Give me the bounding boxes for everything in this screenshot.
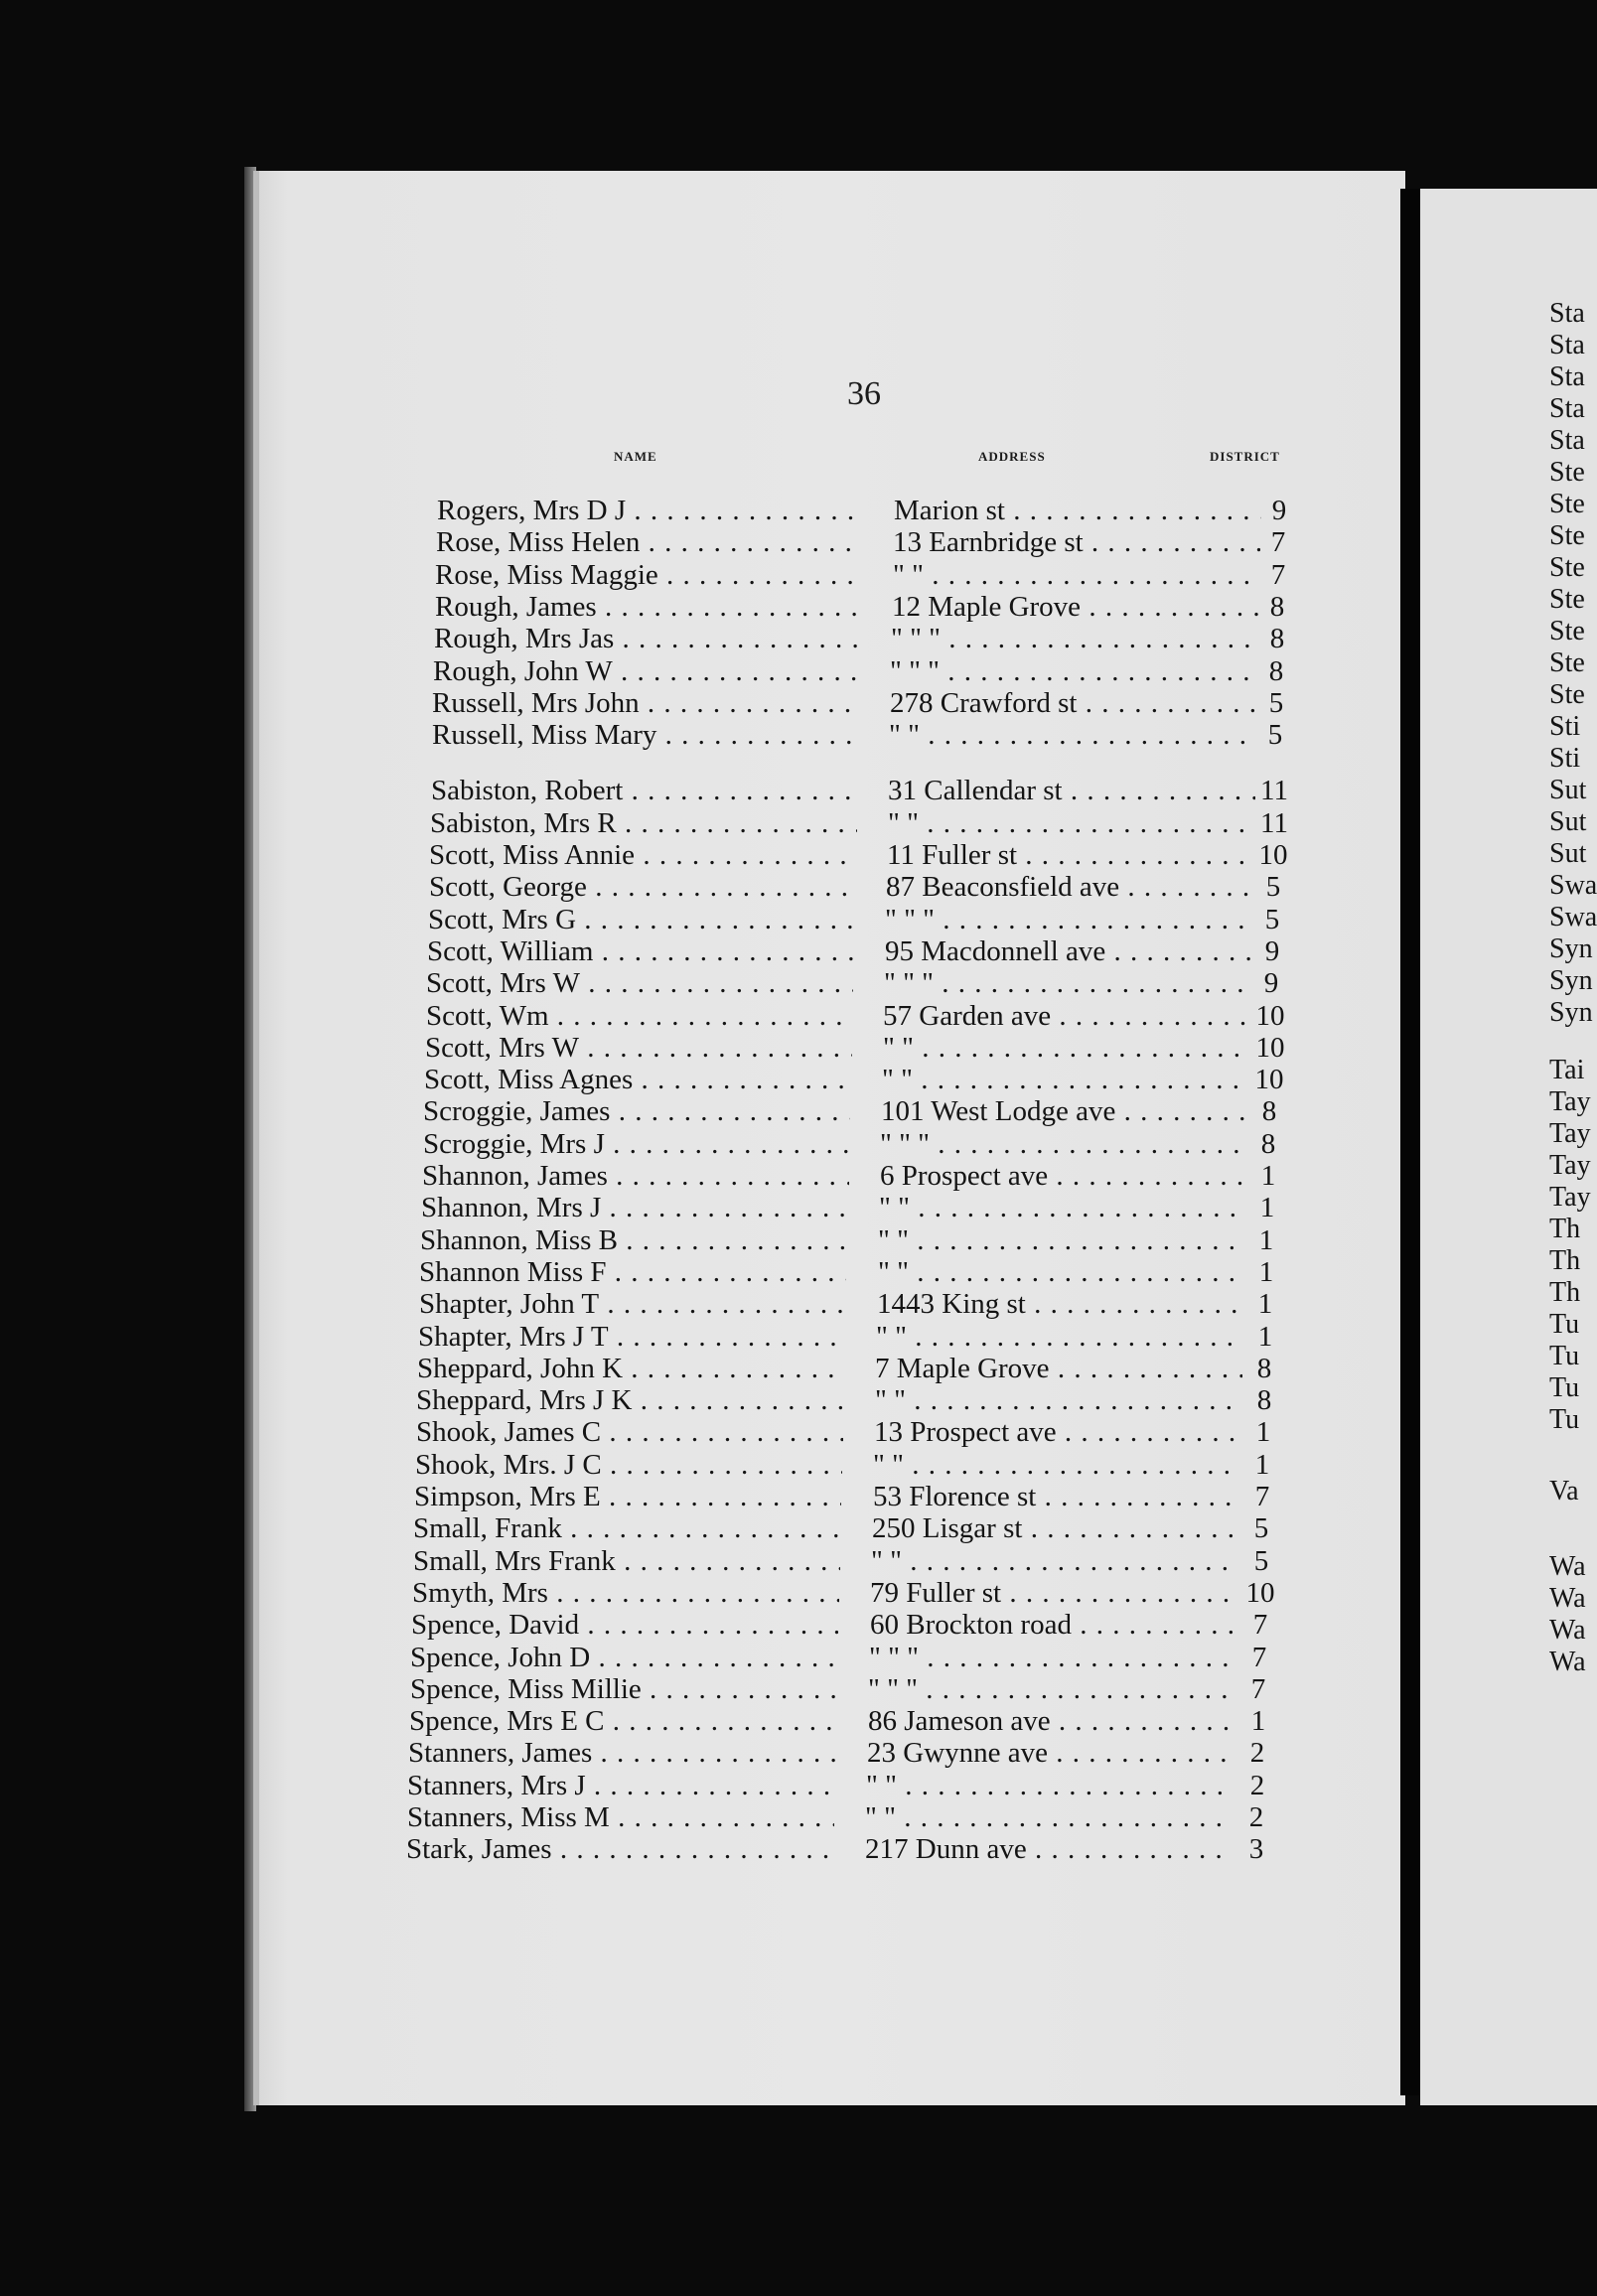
entry-name: Simpson, Mrs E . . . xyxy=(414,1481,841,1512)
entry-district: 5 xyxy=(1253,1512,1269,1545)
facing-page-fragment: Tay xyxy=(1549,1086,1591,1117)
entry-address: " " " . . . xyxy=(890,655,1257,687)
entry-district: 2 xyxy=(1248,1801,1264,1833)
directory-row xyxy=(0,1705,1390,1737)
directory-row xyxy=(0,1032,1390,1064)
entry-address: 23 Gwynne ave . . . xyxy=(867,1737,1234,1769)
facing-page-fragment: Tu xyxy=(1549,1372,1580,1403)
entry-address: " " . . . xyxy=(883,1032,1250,1064)
facing-page-fragment: Va xyxy=(1549,1476,1579,1507)
entry-name: Spence, John D . . . xyxy=(410,1642,837,1673)
directory-row xyxy=(0,1481,1390,1512)
entry-district: 1 xyxy=(1258,1223,1274,1256)
entry-address: 1443 King st . . . xyxy=(877,1288,1244,1320)
entry-address: Marion st . . . xyxy=(894,495,1261,526)
entry-name: Shapter, Mrs J T . . . xyxy=(418,1321,845,1353)
entry-address: " " . . . xyxy=(889,719,1256,751)
directory-row xyxy=(0,1449,1390,1481)
entry-address: 79 Fuller st . . . xyxy=(870,1577,1237,1609)
entry-district: 10 xyxy=(1255,999,1285,1032)
directory-row xyxy=(0,1673,1390,1705)
entry-name: Shannon, Miss B . . . xyxy=(420,1224,847,1256)
facing-page-fragment: Sti xyxy=(1549,743,1581,774)
facing-page-fragment: Th xyxy=(1549,1245,1581,1276)
entry-name: Stark, James . . . xyxy=(406,1833,833,1865)
facing-page-fragment: Ste xyxy=(1549,679,1585,710)
entry-district: 10 xyxy=(1255,1031,1285,1064)
entry-address: 217 Dunn ave . . . xyxy=(865,1833,1233,1865)
entry-address: 60 Brockton road . . . xyxy=(870,1609,1237,1641)
entry-district: 1 xyxy=(1250,1705,1266,1738)
directory-row xyxy=(0,1545,1390,1577)
entry-address: " " . . . xyxy=(873,1449,1240,1481)
directory-row xyxy=(0,1000,1390,1032)
facing-page-fragment: Tay xyxy=(1549,1182,1591,1213)
entry-name: Small, Frank . . . xyxy=(413,1512,840,1544)
entry-address: 57 Garden ave . . . xyxy=(883,1000,1250,1032)
entry-district: 1 xyxy=(1259,1192,1275,1224)
directory-row xyxy=(0,655,1390,687)
entry-district: 1 xyxy=(1255,1416,1271,1449)
entry-address: 11 Fuller st . . . xyxy=(887,839,1254,871)
directory-row xyxy=(0,904,1390,935)
entry-district: 2 xyxy=(1249,1769,1265,1801)
entry-address: 53 Florence st . . . xyxy=(873,1481,1240,1512)
entry-address: 87 Beaconsfield ave . . . xyxy=(886,871,1253,903)
entry-district: 7 xyxy=(1251,1641,1267,1673)
entry-name: Stanners, Miss M . . . xyxy=(407,1801,834,1833)
facing-page-fragment: Ste xyxy=(1549,489,1585,519)
entry-district: 9 xyxy=(1263,967,1279,1000)
entry-address: " " . . . xyxy=(875,1384,1242,1416)
directory-row xyxy=(0,1224,1390,1256)
directory-row xyxy=(0,1737,1390,1769)
header-district: DISTRICT xyxy=(1210,449,1280,464)
facing-page-fragment: Sut xyxy=(1549,775,1587,805)
entry-address: " " " . . . xyxy=(880,1128,1247,1160)
facing-page-fragment: Tu xyxy=(1549,1404,1580,1435)
facing-page-fragment: Swa xyxy=(1549,902,1597,933)
entry-district: 7 xyxy=(1250,1672,1266,1705)
entry-address: 12 Maple Grove . . . xyxy=(892,591,1259,623)
entry-name: Sheppard, Mrs J K . . . xyxy=(416,1384,843,1416)
directory-row xyxy=(0,1353,1390,1384)
entry-district: 8 xyxy=(1256,1384,1272,1417)
entry-name: Russell, Miss Mary . . . xyxy=(432,719,859,751)
directory-row xyxy=(0,1160,1390,1192)
entry-name: Small, Mrs Frank . . . xyxy=(413,1545,840,1577)
entry-name: Spence, Mrs E C . . . xyxy=(409,1705,836,1737)
directory-row xyxy=(0,1512,1390,1544)
directory-row xyxy=(0,1609,1390,1641)
entry-name: Rough, Mrs Jas . . . xyxy=(434,623,861,654)
entry-name: Scott, Miss Agnes . . . xyxy=(424,1064,851,1095)
entry-district: 8 xyxy=(1269,590,1285,623)
entry-address: " " " . . . xyxy=(885,904,1252,935)
directory-row xyxy=(0,1642,1390,1673)
facing-page-fragment: Tu xyxy=(1549,1309,1580,1340)
facing-page-fragment: Wa xyxy=(1549,1615,1586,1646)
facing-page-fragment: Sut xyxy=(1549,838,1587,869)
entry-name: Scott, William . . . xyxy=(427,935,854,967)
entry-address: " " . . . xyxy=(878,1224,1245,1256)
facing-page-fragment: Sta xyxy=(1549,361,1585,392)
entry-district: 5 xyxy=(1268,686,1284,719)
entry-address: 101 West Lodge ave . . . xyxy=(881,1095,1248,1127)
facing-page-fragment: Ste xyxy=(1549,584,1585,615)
entry-name: Scott, Mrs G . . . xyxy=(428,904,855,935)
entry-name: Spence, David . . . xyxy=(411,1609,838,1641)
entry-district: 10 xyxy=(1254,1064,1284,1096)
entry-address: " " . . . xyxy=(879,1192,1246,1223)
facing-page-fragment: Tai xyxy=(1549,1055,1585,1085)
entry-name: Shannon Miss F . . . xyxy=(419,1256,846,1288)
directory-row xyxy=(0,591,1390,623)
entry-district: 1 xyxy=(1254,1448,1270,1481)
directory-row xyxy=(0,1128,1390,1160)
book-gutter xyxy=(1400,189,1420,2095)
entry-district: 3 xyxy=(1248,1833,1264,1866)
directory-row xyxy=(0,967,1390,999)
facing-page-fragment: Ste xyxy=(1549,520,1585,551)
entry-name: Shannon, James . . . xyxy=(422,1160,849,1192)
facing-page-fragment: Ste xyxy=(1549,647,1585,678)
entry-name: Shook, James C . . . xyxy=(416,1416,843,1448)
entry-address: 95 Macdonnell ave . . . xyxy=(885,935,1252,967)
entry-name: Scroggie, James . . . xyxy=(423,1095,850,1127)
facing-page-fragment: Wa xyxy=(1549,1551,1586,1582)
entry-name: Scott, Mrs W . . . xyxy=(425,1032,852,1064)
directory-row xyxy=(0,623,1390,654)
facing-page-fragment: Syn xyxy=(1549,933,1593,964)
facing-page-fragment: Tay xyxy=(1549,1150,1591,1181)
header-address: ADDRESS xyxy=(978,449,1046,464)
directory-row xyxy=(0,719,1390,751)
directory-row xyxy=(0,526,1390,558)
facing-page-fragment: Ste xyxy=(1549,552,1585,583)
entry-address: " " . . . xyxy=(871,1545,1238,1577)
entry-name: Smyth, Mrs . . . xyxy=(412,1577,839,1609)
entry-name: Scott, Miss Annie . . . xyxy=(429,839,856,871)
entry-address: 13 Prospect ave . . . xyxy=(874,1416,1241,1448)
entry-address: " " " . . . xyxy=(891,623,1258,654)
entry-district: 10 xyxy=(1258,839,1288,871)
facing-page-fragment: Syn xyxy=(1549,997,1593,1028)
entry-name: Rough, James . . . xyxy=(435,591,862,623)
entry-district: 9 xyxy=(1264,934,1280,967)
directory-row xyxy=(0,1770,1390,1801)
entry-district: 1 xyxy=(1258,1255,1274,1288)
facing-page-fragment: Th xyxy=(1549,1277,1581,1308)
directory-row xyxy=(0,1577,1390,1609)
directory-row xyxy=(0,1384,1390,1416)
entry-address: " " . . . xyxy=(893,559,1260,591)
entry-district: 11 xyxy=(1260,806,1288,839)
entry-address: 250 Lisgar st . . . xyxy=(872,1512,1239,1544)
entry-name: Sabiston, Robert . . . xyxy=(431,775,858,806)
directory-row xyxy=(0,935,1390,967)
entry-district: 5 xyxy=(1253,1544,1269,1577)
facing-page-fragment: Sta xyxy=(1549,393,1585,424)
entry-address: " " " . . . xyxy=(884,967,1251,999)
entry-district: 1 xyxy=(1260,1160,1276,1192)
entry-address: " " . . . xyxy=(878,1256,1245,1288)
directory-row xyxy=(0,1095,1390,1127)
entry-address: 278 Crawford st . . . xyxy=(890,687,1257,719)
entry-district: 5 xyxy=(1264,903,1280,935)
facing-page-fragment: Sta xyxy=(1549,298,1585,329)
entry-district: 7 xyxy=(1254,1481,1270,1512)
header-name: NAME xyxy=(614,449,657,464)
directory-row xyxy=(0,1801,1390,1833)
facing-page-fragment: Wa xyxy=(1549,1647,1586,1677)
directory-row xyxy=(0,495,1390,526)
entry-name: Shannon, Mrs J . . . xyxy=(421,1192,848,1223)
entry-name: Rough, John W . . . xyxy=(433,655,860,687)
entry-district: 1 xyxy=(1257,1320,1273,1353)
directory-row xyxy=(0,1416,1390,1448)
directory-row xyxy=(0,1256,1390,1288)
entry-name: Scott, George . . . xyxy=(429,871,856,903)
entry-district: 11 xyxy=(1260,775,1288,807)
entry-name: Scott, Wm . . . xyxy=(426,1000,853,1032)
facing-page-fragment: Ste xyxy=(1549,616,1585,646)
entry-district: 2 xyxy=(1249,1737,1265,1770)
entry-name: Shook, Mrs. J C . . . xyxy=(415,1449,842,1481)
entry-district: 10 xyxy=(1245,1576,1275,1609)
directory-row xyxy=(0,1833,1390,1865)
entry-address: 7 Maple Grove . . . xyxy=(875,1353,1242,1384)
entry-address: " " " . . . xyxy=(869,1642,1236,1673)
facing-page-fragment: Tu xyxy=(1549,1341,1580,1371)
entry-district: 9 xyxy=(1271,495,1287,526)
facing-page-fragment: Sut xyxy=(1549,806,1587,837)
directory-row xyxy=(0,839,1390,871)
entry-district: 7 xyxy=(1252,1609,1268,1642)
entry-address: " " . . . xyxy=(876,1321,1243,1353)
facing-page-fragment: Ste xyxy=(1549,457,1585,488)
directory-row xyxy=(0,1192,1390,1223)
entry-name: Russell, Mrs John . . . xyxy=(432,687,859,719)
entry-district: 8 xyxy=(1261,1095,1277,1128)
entry-name: Scroggie, Mrs J . . . xyxy=(423,1128,850,1160)
entry-district: 1 xyxy=(1257,1288,1273,1321)
facing-page-fragment: Tay xyxy=(1549,1118,1591,1149)
entry-name: Stanners, Mrs J . . . xyxy=(407,1770,834,1801)
directory-row xyxy=(0,559,1390,591)
entry-name: Rose, Miss Maggie . . . xyxy=(435,559,862,591)
entry-name: Scott, Mrs W . . . xyxy=(426,967,853,999)
entry-district: 8 xyxy=(1256,1352,1272,1384)
facing-page-fragment: Wa xyxy=(1549,1583,1586,1614)
entry-district: 7 xyxy=(1270,526,1286,559)
entry-address: " " " . . . xyxy=(868,1673,1235,1705)
directory-row xyxy=(0,871,1390,903)
directory-row xyxy=(0,807,1390,839)
entry-name: Stanners, James . . . xyxy=(408,1737,835,1769)
directory-row xyxy=(0,1321,1390,1353)
facing-page-fragment: Swa xyxy=(1549,870,1597,901)
directory-row xyxy=(0,775,1390,806)
facing-page-fragment: Syn xyxy=(1549,965,1593,996)
directory-row xyxy=(0,687,1390,719)
entry-address: 13 Earnbridge st . . . xyxy=(893,526,1260,558)
entry-address: " " . . . xyxy=(888,807,1255,839)
entry-name: Shapter, John T . . . xyxy=(419,1288,846,1320)
entry-district: 8 xyxy=(1269,623,1285,655)
entry-district: 5 xyxy=(1267,719,1283,752)
entry-name: Sabiston, Mrs R . . . xyxy=(430,807,857,839)
entry-name: Sheppard, John K . . . xyxy=(417,1353,844,1384)
entry-address: 6 Prospect ave . . . xyxy=(880,1160,1247,1192)
entry-address: " " . . . xyxy=(882,1064,1249,1095)
entry-address: " " . . . xyxy=(866,1770,1234,1801)
entry-district: 8 xyxy=(1268,654,1284,687)
facing-page-fragment: Th xyxy=(1549,1214,1581,1244)
facing-page-fragment: Sta xyxy=(1549,425,1585,456)
entry-district: 8 xyxy=(1260,1127,1276,1160)
entry-address: 86 Jameson ave . . . xyxy=(868,1705,1235,1737)
entry-name: Rose, Miss Helen . . . xyxy=(436,526,863,558)
entry-district: 5 xyxy=(1265,871,1281,904)
facing-page-fragment: Sti xyxy=(1549,711,1581,742)
entry-name: Spence, Miss Millie . . . xyxy=(410,1673,837,1705)
facing-page-fragment: Sta xyxy=(1549,330,1585,360)
directory-row xyxy=(0,1288,1390,1320)
directory-row xyxy=(0,1064,1390,1095)
entry-district: 7 xyxy=(1270,558,1286,591)
entry-address: 31 Callendar st . . . xyxy=(888,775,1255,806)
entry-name: Rogers, Mrs D J . . . xyxy=(437,495,864,526)
page-number: 36 xyxy=(847,375,881,412)
entry-address: " " . . . xyxy=(865,1801,1233,1833)
